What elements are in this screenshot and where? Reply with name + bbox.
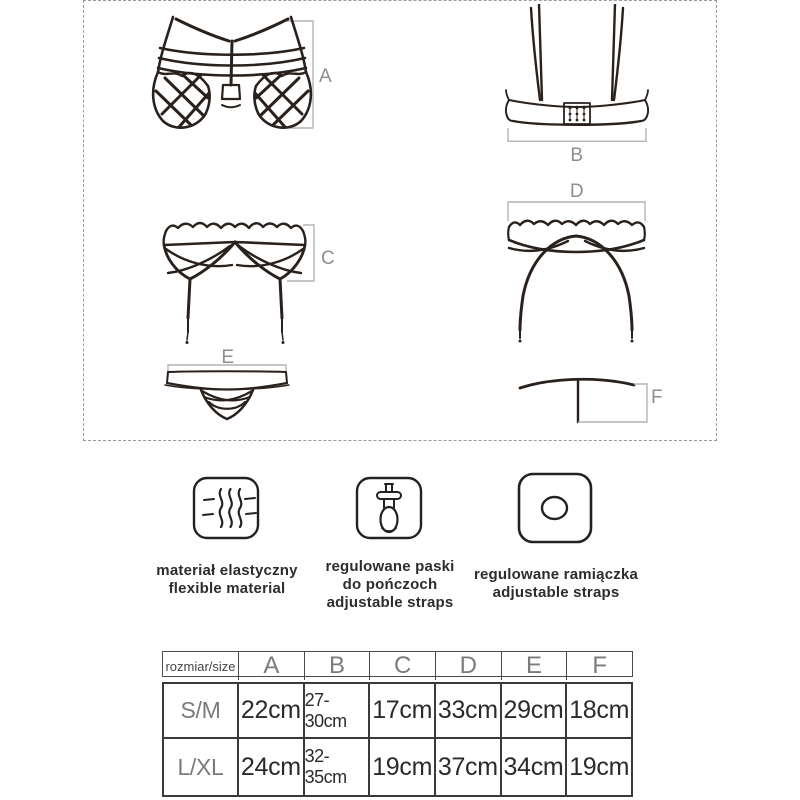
value-cell-b: 27-30cm <box>303 684 369 737</box>
garter-belt-front-drawing <box>150 216 320 346</box>
strap-adjuster-icon <box>517 472 593 544</box>
value-cell-d: 37cm <box>434 739 500 795</box>
measure-label-f: F <box>651 387 664 408</box>
measure-label-b: B <box>570 145 584 166</box>
feature-straps-line1: regulowane ramiączka <box>473 566 639 583</box>
value-cell-a: 22cm <box>237 684 303 737</box>
feature-elastic-line1: materiał elastyczny <box>156 562 298 579</box>
feature-label-elastic <box>127 562 327 598</box>
row-label: S/M <box>180 697 221 723</box>
size-table-header <box>162 651 633 677</box>
table-row-sm <box>164 684 631 737</box>
garter-belt-back-drawing <box>502 198 652 348</box>
header-cell-d: D <box>435 652 501 680</box>
size-table-body <box>162 682 633 797</box>
header-cell-c: C <box>369 652 435 680</box>
value-cell-f: 19cm <box>565 739 631 795</box>
value-cell-c: 17cm <box>368 684 434 737</box>
value-cell-b: 32-35cm <box>303 739 369 795</box>
feature-garter-line3: adjustable straps <box>326 594 454 611</box>
garter-clip-icon <box>355 476 423 540</box>
feature-garter-line2: do pończoch <box>342 576 438 593</box>
feature-garter-line1: regulowane paski <box>325 558 455 575</box>
measure-label-a: A <box>319 66 333 87</box>
header-cell-b: B <box>304 652 370 680</box>
value-cell-e: 29cm <box>500 684 566 737</box>
header-cell-a: A <box>238 652 304 680</box>
feature-label-straps <box>456 566 656 602</box>
header-cell-e: E <box>501 652 567 680</box>
table-row-lxl <box>164 737 631 795</box>
value-cell-f: 18cm <box>565 684 631 737</box>
header-cell-f: F <box>566 652 632 680</box>
measure-label-d: D <box>569 181 585 202</box>
elastic-waves-icon <box>192 476 260 540</box>
value-cell-a: 24cm <box>237 739 303 795</box>
row-label: L/XL <box>177 753 224 780</box>
bra-front-drawing <box>146 6 318 136</box>
measure-label-c: C <box>321 248 336 269</box>
header-cell-size: rozmiar/size <box>165 658 236 674</box>
value-cell-d: 33cm <box>434 684 500 737</box>
panties-front-drawing <box>163 362 293 428</box>
value-cell-e: 34cm <box>500 739 566 795</box>
panties-back-drawing <box>514 372 654 426</box>
feature-label-garter <box>302 558 478 612</box>
measure-label-e: E <box>221 347 235 368</box>
feature-straps-line2: adjustable straps <box>492 584 620 601</box>
value-cell-c: 19cm <box>368 739 434 795</box>
bra-back-drawing <box>503 4 651 146</box>
feature-elastic-line2: flexible material <box>168 580 286 597</box>
